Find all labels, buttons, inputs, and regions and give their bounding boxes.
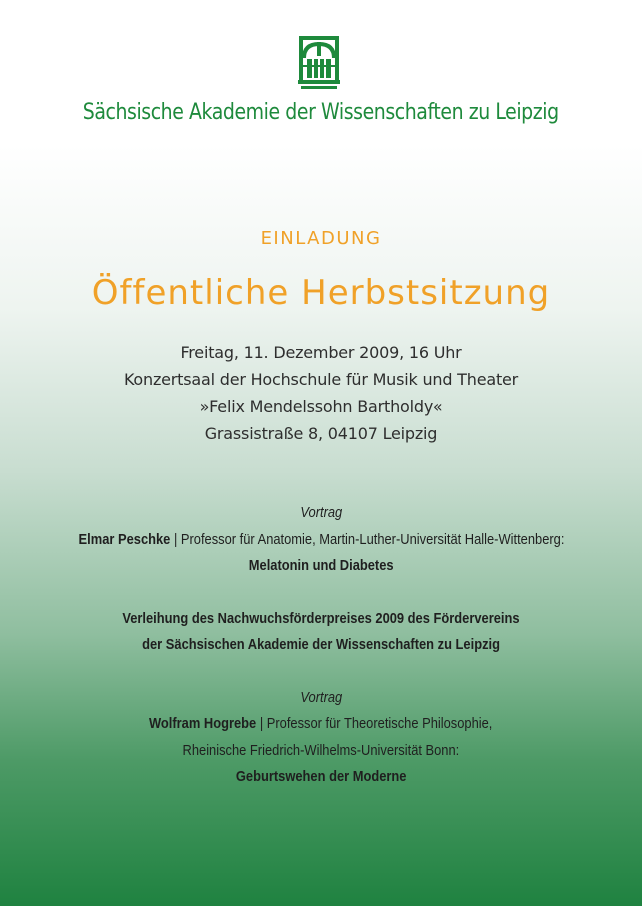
academy-name-text: Sächsische Akademie der Wissenschaften zu Leipzig <box>83 100 559 125</box>
talk1-affiliation: Professor für Anatomie, Martin-Luther-Universität Halle-Wittenberg: <box>180 530 564 548</box>
talk2-type-text: Vortrag <box>300 688 342 706</box>
event-title: Öffentliche Herbstsitzung <box>91 273 551 313</box>
talk1-separator: | <box>169 530 181 548</box>
award-line1-text: Verleihung des Nachwuchsförderpreises 2009 des Fördervereins <box>122 609 520 627</box>
talk2-affiliation-line2-row <box>0 738 642 765</box>
talk1-type <box>0 500 642 527</box>
talk2-speaker-line <box>0 711 642 738</box>
talk2-affiliation-line2: Rheinische Friedrich-Wilhelms-Universität Bonn: <box>182 741 460 759</box>
talk1-speaker-line <box>0 527 642 554</box>
talk1-type-text: Vortrag <box>300 504 342 521</box>
award-line2 <box>0 632 642 659</box>
event-venue: Konzertsaal der Hochschule für Musik und Theater <box>123 370 519 389</box>
talk2-topic <box>0 764 642 791</box>
talk2-speaker: Wolfram Hogrebe <box>149 715 257 732</box>
talk1-speaker: Elmar Peschke <box>78 530 170 548</box>
talk2-type <box>0 685 642 712</box>
talk2-affiliation-line1: Professor für Theoretische Philosophie, <box>267 715 493 732</box>
talk2-speaker-wrap <box>149 711 492 738</box>
award-line2-text: der Sächsischen Akademie der Wissenschaften zu Leipzig <box>142 636 500 653</box>
event-venue-name: »Felix Mendelssohn Bartholdy« <box>199 397 443 416</box>
talk1-topic-text: Melatonin und Diabetes <box>248 557 394 574</box>
talk2-separator: | <box>256 715 268 732</box>
academy-building-logo-icon <box>298 36 340 90</box>
program <box>0 500 642 791</box>
talk1-speaker-wrap <box>78 527 564 554</box>
event-address: Grassistraße 8, 04107 Leipzig <box>204 424 438 443</box>
talk2-topic-text: Geburtswehen der Moderne <box>235 768 407 785</box>
academy-name <box>0 98 642 128</box>
invitation-label: EINLADUNG <box>260 228 382 249</box>
event-date-time: Freitag, 11. Dezember 2009, 16 Uhr <box>180 343 462 362</box>
talk1-topic <box>0 553 642 580</box>
award-line1 <box>0 606 642 633</box>
event-details <box>0 339 642 447</box>
